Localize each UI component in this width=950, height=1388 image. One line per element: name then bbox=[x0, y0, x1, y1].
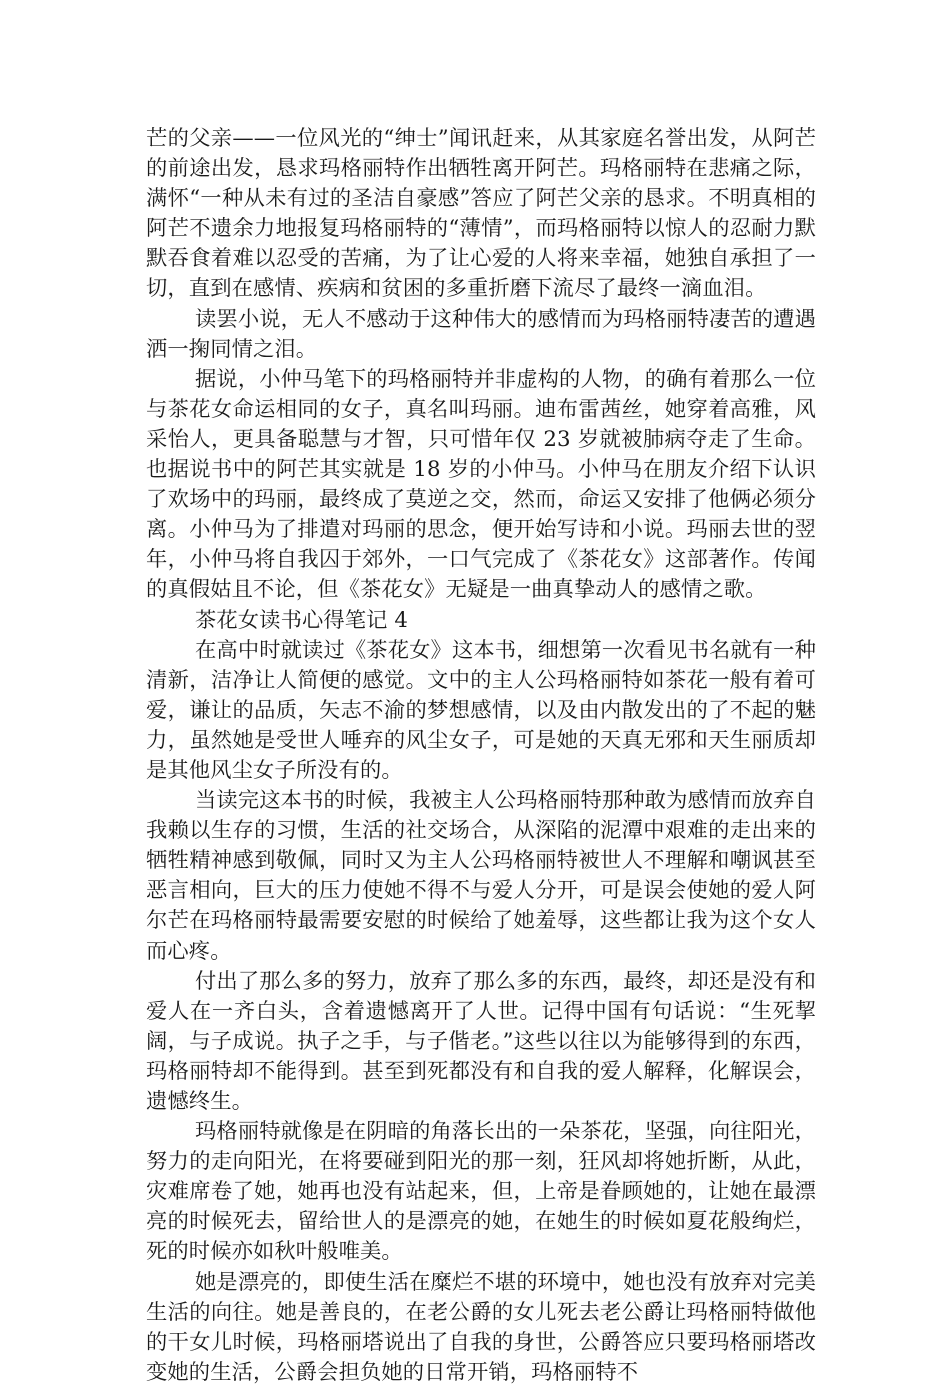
paragraph-6: 付出了那么多的努力，放弃了那么多的东西，最终，却还是没有和爱人在一齐白头，含着遗憾离开了人世。记得中国有句话说：“生死挈阔，与子成说。执子之手，与子偕老。”这些以往以为能够得到的东西，玛格丽特却不能得到。甚至到死都没有和自我的爱人解释，化解误会，遗憾终生。 bbox=[146, 968, 816, 1114]
paragraph-7: 玛格丽特就像是在阴暗的角落长出的一朵茶花，坚强，向往阳光，努力的走向阳光，在将要碰到阳光的那一刻，狂风却将她折断，从此，灾难席卷了她，她再也没有站起来，但，上帝是眷顾她的，让她在最漂亮的时候死去，留给世人的是漂亮的她，在她生的时候如夏花般绚烂，死的时候亦如秋叶般唯美。 bbox=[146, 1119, 816, 1265]
document-page bbox=[146, 124, 816, 1388]
paragraph-5: 当读完这本书的时候，我被主人公玛格丽特那种敢为感情而放弃自我赖以生存的习惯，生活的社交场合，从深陷的泥潭中艰难的走出来的牺牲精神感到敬佩，同时又为主人公玛格丽特被世人不理解和嘲讽甚至恶言相向，巨大的压力使她不得不与爱人分开，可是误会使她的爱人阿尔芒在玛格丽特最需要安慰的时候给了她羞辱，这些都让我为这个女人而心疼。 bbox=[146, 788, 816, 964]
section-heading: 茶花女读书心得笔记 4 bbox=[194, 607, 409, 633]
paragraph-1: 芒的父亲——一位风光的“绅士”闻讯赶来，从其家庭名誉出发，从阿芒的前途出发，恳求玛格丽特作出牺牲离开阿芒。玛格丽特在悲痛之际，满怀“一种从未有过的圣洁自豪感”答应了阿芒父亲的恳求。不明真相的阿芒不遗余力地报复玛格丽特的“薄情”，而玛格丽特以惊人的忍耐力默默吞食着难以忍受的苦痛，为了让心爱的人将来幸福，她独自承担了一切，直到在感情、疾病和贫困的多重折磨下流尽了最终一滴血泪。 bbox=[146, 126, 816, 302]
paragraph-2: 读罢小说，无人不感动于这种伟大的感情而为玛格丽特凄苦的遭遇洒一掬同情之泪。 bbox=[146, 306, 816, 362]
paragraph-8: 她是漂亮的，即使生活在糜烂不堪的环境中，她也没有放弃对完美生活的向往。她是善良的，在老公爵的女儿死去老公爵让玛格丽特做他的干女儿时候，玛格丽塔说出了自我的身世，公爵答应只要玛格丽塔改变她的生活，公爵会担负她的日常开销，玛格丽特不 bbox=[146, 1269, 816, 1385]
paragraph-3: 据说，小仲马笔下的玛格丽特并非虚构的人物，的确有着那么一位与茶花女命运相同的女子，真名叫玛丽。迪布雷茜丝，她穿着高雅，风采怡人，更具备聪慧与才智，只可惜年仅 23 岁就被肺病夺走了生命。也据说书中的阿芒其实就是 18 岁的小仲马。小仲马在朋友介绍下认识了欢场中的玛丽，最终成了莫逆之交，然而，命运又安排了他俩必须分离。小仲马为了排遣对玛丽的思念，便开始写诗和小说。玛丽去世的翌年，小仲马将自我囚于郊外，一口气完成了《茶花女》这部著作。传闻的真假姑且不论，但《茶花女》无疑是一曲真挚动人的感情之歌。 bbox=[146, 366, 816, 603]
paragraph-4: 在高中时就读过《茶花女》这本书，细想第一次看见书名就有一种清新，洁净让人简便的感觉。文中的主人公玛格丽特如茶花一般有着可爱，谦让的品质，矢志不渝的梦想感情，以及由内散发出的了不起的魅力，虽然她是受世人唾弃的风尘女子，可是她的天真无邪和天生丽质却是其他风尘女子所没有的。 bbox=[146, 637, 816, 783]
